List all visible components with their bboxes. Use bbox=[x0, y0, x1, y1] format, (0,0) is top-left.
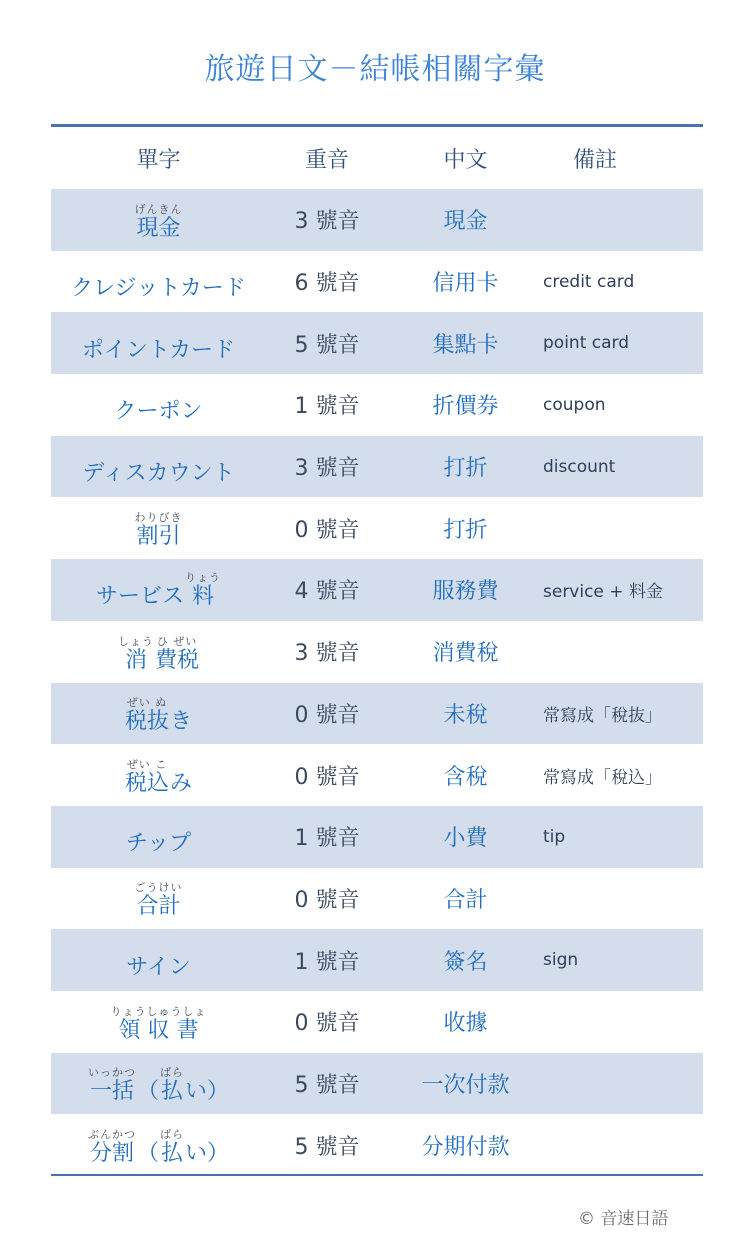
word-segment bbox=[135, 881, 183, 920]
table-row bbox=[51, 683, 703, 745]
word-base: 税抜 bbox=[124, 709, 169, 735]
word-base: い） bbox=[185, 1079, 230, 1105]
word-segment bbox=[126, 818, 191, 857]
japanese-word bbox=[135, 203, 183, 242]
japanese-word bbox=[126, 942, 190, 981]
word-cell bbox=[51, 384, 266, 425]
japanese-word bbox=[125, 758, 192, 797]
word-cell bbox=[51, 630, 266, 674]
note-cell: 常寫成「稅抜」 bbox=[543, 705, 662, 726]
word-cell bbox=[51, 691, 266, 735]
word-cell bbox=[51, 569, 266, 610]
word-base: い） bbox=[185, 1141, 230, 1167]
japanese-word bbox=[135, 511, 183, 550]
word-cell bbox=[51, 1061, 266, 1105]
accent-cell: 0 號音 bbox=[294, 517, 360, 543]
note-cell: 常寫成「稅込」 bbox=[543, 767, 662, 788]
word-base: 払 bbox=[160, 1079, 183, 1105]
word-base: 分割 bbox=[89, 1141, 134, 1167]
table-bottom-border bbox=[51, 1174, 703, 1176]
table-row bbox=[51, 929, 703, 991]
table-row bbox=[51, 621, 703, 683]
word-base: ディスカウント bbox=[82, 461, 235, 487]
word-cell bbox=[51, 446, 266, 487]
table-row bbox=[51, 497, 703, 559]
word-base: （ bbox=[136, 1079, 159, 1105]
word-base: 現金 bbox=[136, 215, 181, 241]
japanese-word bbox=[135, 881, 183, 920]
page-title: 旅遊日文－結帳相關字彙 bbox=[204, 52, 546, 87]
word-cell bbox=[51, 876, 266, 920]
table-header bbox=[51, 127, 703, 189]
note-cell: discount bbox=[543, 456, 616, 477]
chinese-cell: 含稅 bbox=[443, 764, 488, 790]
japanese-word bbox=[88, 1066, 229, 1105]
furigana: ばら bbox=[160, 1128, 184, 1142]
japanese-word bbox=[111, 1005, 207, 1044]
word-base: （ bbox=[136, 1141, 159, 1167]
chinese-cell: 集點卡 bbox=[432, 332, 499, 358]
word-segment bbox=[170, 696, 192, 735]
table-row bbox=[51, 991, 703, 1053]
chinese-cell: 折價券 bbox=[432, 394, 499, 420]
accent-cell: 3 號音 bbox=[294, 641, 360, 667]
japanese-word bbox=[71, 263, 246, 302]
furigana: わりびき bbox=[134, 511, 183, 525]
chinese-cell: 打折 bbox=[443, 456, 488, 482]
word-segment bbox=[135, 511, 183, 550]
word-segment bbox=[160, 1128, 184, 1167]
word-segment bbox=[88, 1066, 136, 1105]
vocab-table bbox=[51, 124, 703, 1176]
chinese-cell: 收據 bbox=[443, 1011, 488, 1037]
accent-cell: 0 號音 bbox=[294, 1011, 360, 1037]
word-base: 消 bbox=[124, 647, 147, 673]
furigana: ぶんかつ bbox=[87, 1128, 136, 1142]
word-base: 料 bbox=[191, 584, 214, 610]
copyright-text: © 音速日語 bbox=[578, 1209, 669, 1229]
word-cell bbox=[51, 198, 266, 242]
word-segment bbox=[170, 758, 192, 797]
word-segment bbox=[137, 1066, 159, 1105]
header-accent: 重音 bbox=[304, 147, 349, 173]
accent-cell: 1 號音 bbox=[294, 826, 360, 852]
japanese-word bbox=[118, 635, 199, 674]
header-chinese: 中文 bbox=[443, 147, 488, 173]
chinese-cell: 打折 bbox=[443, 517, 488, 543]
word-cell bbox=[51, 261, 266, 302]
word-segment bbox=[125, 696, 169, 735]
word-base: クレジットカード bbox=[71, 276, 246, 302]
word-base: 払 bbox=[160, 1141, 183, 1167]
word-base: サイン bbox=[126, 954, 191, 980]
furigana: りょう bbox=[185, 571, 221, 585]
word-segment bbox=[82, 448, 234, 487]
word-segment bbox=[185, 1066, 229, 1105]
word-cell bbox=[51, 753, 266, 797]
word-segment bbox=[118, 635, 154, 674]
word-base: ポイントカード bbox=[81, 337, 236, 363]
chinese-cell: 一次付款 bbox=[421, 1072, 510, 1098]
furigana: げんきん bbox=[134, 202, 183, 216]
note-cell: point card bbox=[543, 333, 630, 354]
table-row bbox=[51, 189, 703, 251]
word-base: クーポン bbox=[114, 399, 203, 425]
furigana: ばら bbox=[160, 1066, 184, 1080]
word-cell bbox=[51, 1000, 266, 1044]
word-segment bbox=[155, 635, 199, 674]
word-base: 税込 bbox=[124, 771, 169, 797]
chinese-cell: 分期付款 bbox=[421, 1134, 510, 1160]
accent-cell: 4 號音 bbox=[294, 579, 360, 605]
word-segment bbox=[126, 942, 190, 981]
word-segment bbox=[71, 263, 246, 302]
table-body bbox=[51, 189, 703, 1176]
chinese-cell: 現金 bbox=[443, 209, 488, 235]
furigana: ごうけい bbox=[134, 881, 183, 895]
chinese-cell: 未稅 bbox=[443, 702, 488, 728]
word-segment bbox=[137, 1128, 159, 1167]
table-row bbox=[51, 251, 703, 313]
chinese-cell: 小費 bbox=[443, 826, 488, 852]
accent-cell: 1 號音 bbox=[294, 394, 360, 420]
word-segment bbox=[185, 571, 221, 610]
accent-cell: 3 號音 bbox=[294, 456, 360, 482]
accent-cell: 1 號音 bbox=[294, 949, 360, 975]
word-segment bbox=[185, 1128, 229, 1167]
table-row bbox=[51, 312, 703, 374]
word-segment bbox=[114, 386, 202, 425]
japanese-word bbox=[126, 818, 191, 857]
accent-cell: 0 號音 bbox=[294, 764, 360, 790]
table-row bbox=[51, 436, 703, 498]
word-cell bbox=[51, 323, 266, 364]
note-cell: service + 料金 bbox=[543, 582, 663, 603]
furigana: りょうしゅうしょ bbox=[110, 1004, 207, 1018]
word-base: き bbox=[170, 709, 193, 735]
furigana: ぜい こ bbox=[126, 758, 168, 772]
table-row bbox=[51, 374, 703, 436]
word-cell bbox=[51, 506, 266, 550]
furigana: ひ ぜい bbox=[156, 634, 198, 648]
accent-cell: 3 號音 bbox=[294, 209, 360, 235]
japanese-word bbox=[88, 1128, 229, 1167]
word-cell bbox=[51, 940, 266, 981]
table-row bbox=[51, 1053, 703, 1115]
word-base: 割引 bbox=[136, 524, 181, 550]
japanese-word bbox=[82, 325, 235, 364]
furigana: ぜい ぬ bbox=[126, 696, 168, 710]
word-segment bbox=[82, 325, 235, 364]
word-base: チップ bbox=[125, 831, 192, 857]
header-note: 備註 bbox=[573, 147, 618, 173]
note-cell: sign bbox=[543, 950, 579, 971]
japanese-word bbox=[96, 571, 221, 610]
header-word: 單字 bbox=[136, 147, 181, 173]
table-row bbox=[51, 868, 703, 930]
word-base: 一括 bbox=[89, 1079, 134, 1105]
note-cell: tip bbox=[543, 826, 566, 847]
word-segment bbox=[125, 758, 169, 797]
chinese-cell: 消費稅 bbox=[432, 641, 499, 667]
word-base: み bbox=[170, 771, 193, 797]
word-segment bbox=[135, 203, 183, 242]
japanese-word bbox=[125, 696, 192, 735]
chinese-cell: 簽名 bbox=[443, 949, 488, 975]
chinese-cell: 合計 bbox=[443, 887, 488, 913]
word-base: サービス bbox=[95, 584, 184, 610]
accent-cell: 5 號音 bbox=[294, 332, 360, 358]
table-row bbox=[51, 744, 703, 806]
furigana: いっかつ bbox=[87, 1066, 136, 1080]
note-cell: coupon bbox=[543, 394, 606, 415]
word-cell bbox=[51, 816, 266, 857]
word-segment bbox=[88, 1128, 136, 1167]
table-row bbox=[51, 559, 703, 621]
word-base: 領 収 書 bbox=[118, 1017, 199, 1043]
word-cell bbox=[51, 1123, 266, 1167]
japanese-word bbox=[114, 386, 202, 425]
furigana: しょう bbox=[117, 634, 154, 648]
accent-cell: 5 號音 bbox=[294, 1072, 360, 1098]
word-segment bbox=[96, 571, 184, 610]
accent-cell: 0 號音 bbox=[294, 702, 360, 728]
note-cell: credit card bbox=[543, 271, 635, 292]
accent-cell: 0 號音 bbox=[294, 887, 360, 913]
word-segment bbox=[160, 1066, 184, 1105]
chinese-cell: 信用卡 bbox=[432, 271, 499, 297]
word-base: 合計 bbox=[136, 894, 181, 920]
accent-cell: 5 號音 bbox=[294, 1134, 360, 1160]
table-row bbox=[51, 1114, 703, 1176]
japanese-word bbox=[82, 448, 234, 487]
table-row bbox=[51, 806, 703, 868]
word-segment bbox=[111, 1005, 207, 1044]
accent-cell: 6 號音 bbox=[294, 271, 360, 297]
word-base: 費税 bbox=[154, 647, 199, 673]
chinese-cell: 服務費 bbox=[432, 579, 499, 605]
